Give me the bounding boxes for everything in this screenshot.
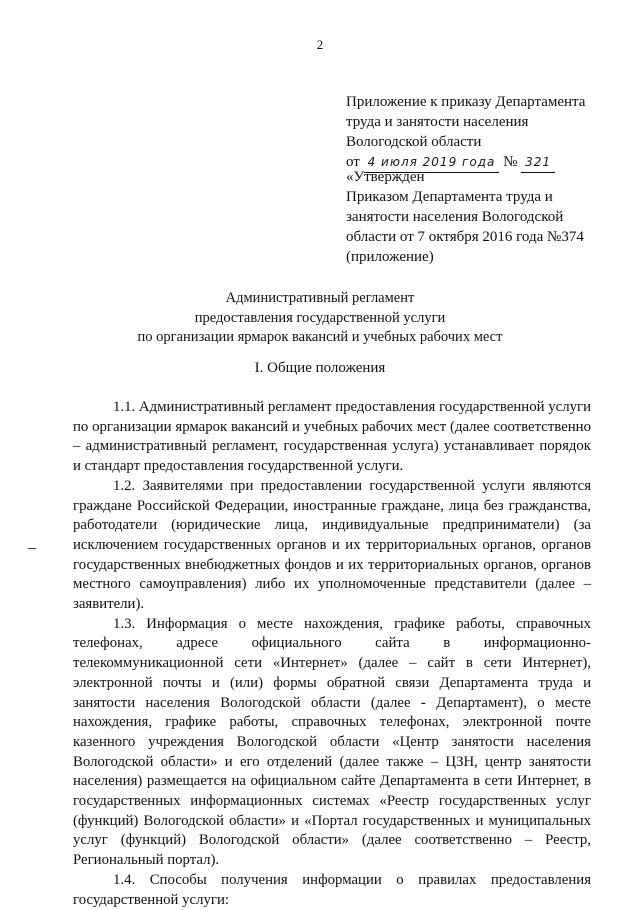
approved-line: Приказом Департамента труда и xyxy=(346,189,553,205)
margin-dash xyxy=(28,548,36,549)
appendix-line: Приложение к приказу Департамента xyxy=(346,94,586,110)
paragraph: 1.3. Информация о месте нахождения, графике работы, справочных телефонах, адресе официального сайта в информационно-телекоммуникационной сети «Интернет» (далее – сайт в сети Интернет), электронной почты и (или) формы обратной связи Департамента труда и занятости населения Вологодской области (далее - Департамент), о месте нахождения, графике работы, справочных телефонах, электронной почте казенного учреждения Вологодской области «Центр занятости населения Вологодской области» и его отделений (далее также – ЦЗН, центр занятости населения) размещается на официальном сайте Департамента в сети Интернет, в государственных информационных системах «Реестр государственных услуг (функций) Вологодской области» и «Портал государственных и муниципальных услуг (функций) Вологодской области» (далее соответственно – Реестр, Региональный портал). xyxy=(73,615,591,869)
approved-line: (приложение) xyxy=(346,249,434,265)
paragraph: 1.1. Административный регламент предоставления государственной услуги по организации ярмарок вакансий и учебных рабочих мест (далее соответственно – административный регламент, государственная услуга) устанавливает порядок и стандарт предоставления государственной услуги. xyxy=(73,399,591,475)
title-line: по организации ярмарок вакансий и учебных рабочих мест xyxy=(137,329,503,345)
paragraph: 1.4. Способы получения информации о правилах предоставления государственной услуги: xyxy=(73,871,591,908)
appendix-header xyxy=(346,92,606,173)
handwritten-number: 321 xyxy=(521,152,555,173)
page-number: 2 xyxy=(316,37,324,52)
title-line: предоставления государственной услуги xyxy=(194,309,446,326)
from-prefix: от xyxy=(346,154,360,170)
title-line: Административный регламент xyxy=(225,290,415,306)
document-title xyxy=(0,289,640,348)
approved-line: занятости населения Вологодской xyxy=(346,209,564,225)
number-prefix: № xyxy=(503,154,518,170)
section-heading: I. Общие положения xyxy=(254,360,386,376)
appendix-line: Вологодской области xyxy=(346,134,482,150)
handwritten-date: 4 июля 2019 года xyxy=(364,152,500,173)
approved-line: «Утвержден xyxy=(346,169,425,185)
body-text xyxy=(73,398,591,910)
appendix-line: труда и занятости населения xyxy=(346,114,529,130)
approved-line: области от 7 октября 2016 года №374 xyxy=(346,229,584,245)
paragraph: 1.2. Заявителями при предоставлении государственной услуги являются граждане Российской Федерации, иностранные граждане, лица без гражданства, работодатели (юридические лица, индивидуальные предприниматели) (за исключением государственных органов и их территориальных органов, органов государственных внебюджетных фондов и их территориальных органов, органов местного самоуправления) либо их уполномоченные представители (далее – заявители). xyxy=(73,477,591,613)
approved-block xyxy=(346,167,606,267)
